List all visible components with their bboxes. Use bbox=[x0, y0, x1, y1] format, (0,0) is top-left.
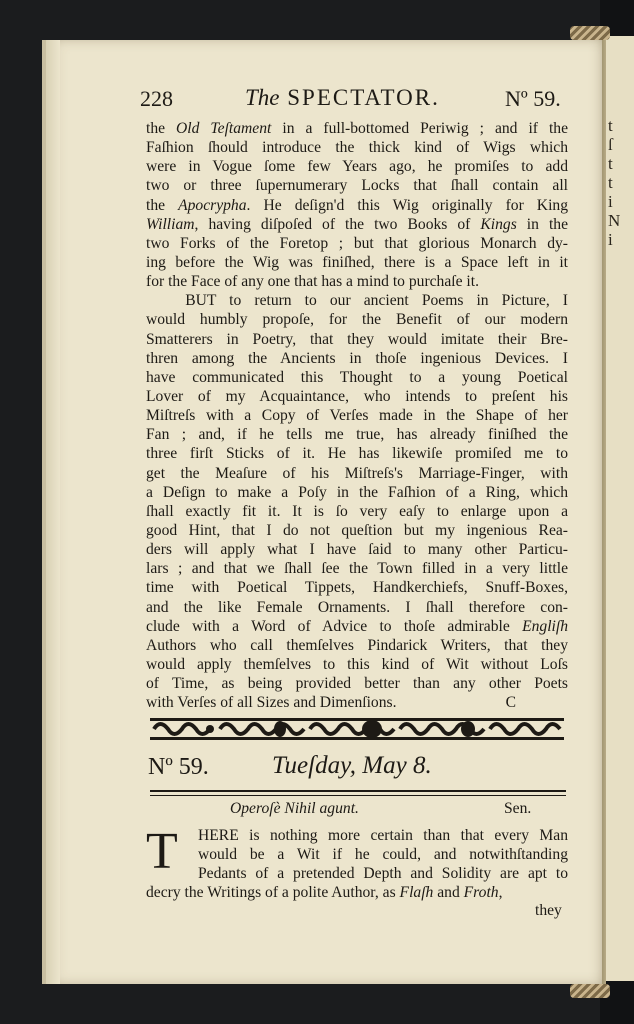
binding-thread-bottom bbox=[570, 984, 610, 998]
text-line: for the Face of any one that has a mind to purchaſe it. bbox=[146, 273, 479, 291]
next-page-fragment: i bbox=[608, 192, 613, 211]
rule-thin bbox=[150, 795, 566, 796]
next-page-fragment: t bbox=[608, 173, 613, 192]
next-page-fragment: N bbox=[608, 211, 621, 230]
running-title: The SPECTATOR. bbox=[245, 85, 440, 110]
text-line: two Forks of the Foretop ; but that glorious Monarch dy- bbox=[146, 234, 568, 252]
text-line: William, having diſpoſed of the two Books of Kings in the bbox=[146, 215, 568, 233]
text-line: would apply themſelves to this kind of Wit without Loſs bbox=[146, 655, 568, 673]
text-line: decry the Writings of a polite Author, as Flaſh and Froth, bbox=[146, 884, 503, 902]
motto-author: Sen. bbox=[504, 800, 532, 817]
text-line: two or three ſupernumerary Locks that ſhall contain all bbox=[146, 177, 568, 195]
text-line: good Hint, that I do not queſtion but my ingenious Rea- bbox=[146, 521, 568, 539]
next-page-fragment: i bbox=[608, 230, 613, 249]
text-line: and the like Female Ornaments. I ſhall therefore con- bbox=[146, 598, 568, 616]
text-line: HERE is nothing more certain than that every Man bbox=[198, 827, 568, 844]
text-line: the Apocrypha. He deſign'd this Wig originally for King bbox=[146, 196, 568, 214]
catchword: they bbox=[535, 902, 562, 919]
text-line: Smatterers in Poetry, that they would imitate their Bre- bbox=[146, 330, 568, 348]
text-line: Lover of my Acquaintance, who intends to preſent his bbox=[146, 387, 568, 405]
text-line: BUT to return to our ancient Poems in Picture, I bbox=[146, 292, 568, 310]
text-line: a Deſign to make a Poſy in the Faſhion of a Ring, which bbox=[146, 483, 568, 501]
motto-latin: Operoſè Nihil agunt. bbox=[230, 800, 359, 817]
paper-number: Nº 59. bbox=[148, 754, 209, 780]
drop-cap: T bbox=[146, 823, 178, 880]
page-gutter bbox=[46, 40, 60, 984]
text-line: have communicated this Thought to a young Poetical bbox=[146, 368, 568, 386]
text-line: of Time, as being provided better than any other Poets bbox=[146, 675, 568, 693]
motto bbox=[146, 800, 568, 822]
printers-ornament-icon bbox=[150, 712, 564, 746]
text-line: time with Poetical Tippets, Handkerchiefs, Snuff-Boxes, bbox=[146, 579, 568, 597]
page-number: 228 bbox=[140, 86, 173, 111]
running-header bbox=[140, 86, 575, 116]
text-line: ing before the Wig was finiſhed, there is a Space left in it bbox=[146, 253, 568, 271]
next-page-fragment: t bbox=[608, 154, 613, 173]
text-line: get the Meaſure of his Miſtreſs's Marriage-Finger, with bbox=[146, 464, 568, 482]
text-line: Pedants of a pretended Depth and Solidity are apt to bbox=[198, 865, 568, 883]
body-text bbox=[146, 119, 568, 712]
next-page-fragment: ſ bbox=[608, 135, 613, 154]
text-line: clude with a Word of Advice to thoſe admirable Engliſh bbox=[146, 617, 568, 635]
text-line: Faſhion ſhould introduce the thick kind of Wigs which bbox=[146, 139, 568, 157]
text-line: thren among the Ancients in thoſe ingenious Devices. I bbox=[146, 349, 568, 367]
paper-date: Tueſday, May 8. bbox=[272, 752, 432, 779]
text-line: Fan ; and, if he tells me true, has already finiſhed the bbox=[146, 426, 568, 444]
text-line: ſhall exactly fit it. It is ſo very eaſy to enlarge upon a bbox=[146, 502, 568, 520]
text-line: Authors who call themſelves Pindarick Writers, that they bbox=[146, 636, 568, 654]
opening-paragraph bbox=[146, 823, 568, 903]
text-line: would humbly propoſe, for the Benefit of our modern bbox=[146, 311, 568, 329]
text-line: Miſtreſs with a Copy of Verſes made in the Shape of her bbox=[146, 407, 568, 425]
text-line: with Verſes of all Sizes and Dimenſions. C bbox=[146, 694, 517, 712]
text-line: would be a Wit if he could, and notwithſtanding bbox=[198, 846, 568, 864]
text-line: the Old Teſtament in a full-bottomed Periwig ; and if the bbox=[146, 120, 568, 137]
text-line: were in Vogue ſome few Years ago, he promiſes to add bbox=[146, 158, 568, 176]
issue-number: Nº 59. bbox=[505, 86, 561, 111]
text-line: three firſt Sticks of it. He has likewiſe promiſed me to bbox=[146, 445, 568, 463]
text-line: lars ; and that we ſhall ſee the Town filled in a very little bbox=[146, 560, 568, 578]
text-line: ders will apply what I have ſaid to many other Particu- bbox=[146, 541, 568, 559]
next-page-fragment: t bbox=[608, 116, 613, 135]
number-heading bbox=[146, 748, 568, 788]
rule-thick bbox=[150, 790, 566, 792]
binding-thread-top bbox=[570, 26, 610, 40]
